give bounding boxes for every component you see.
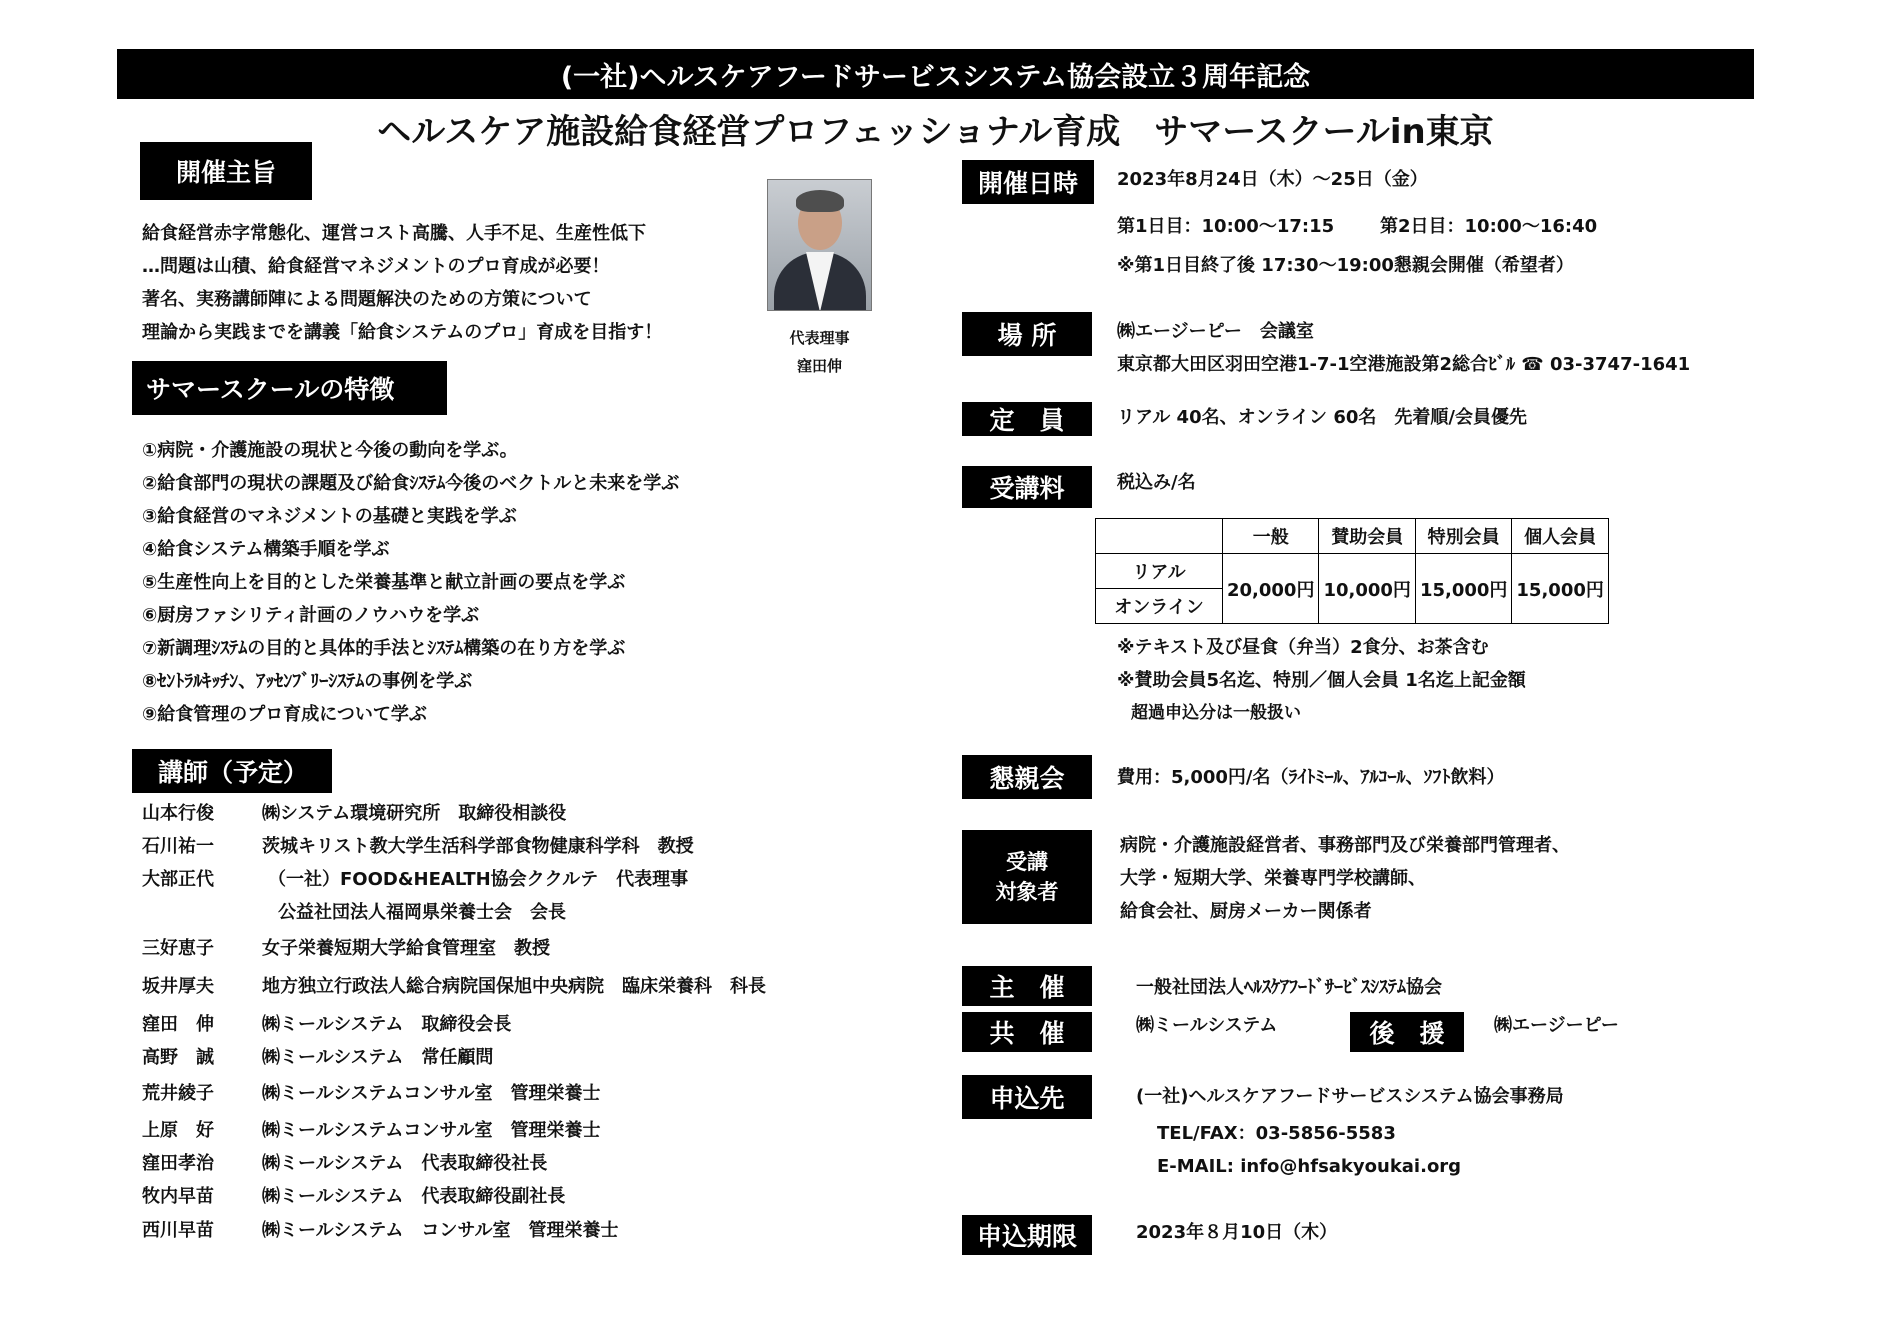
target-line: 病院・介護施設経営者、事務部門及び栄養部門管理者、 (1120, 835, 1570, 856)
lecturer-affiliation: ㈱システム環境研究所 取締役相談役 (262, 803, 567, 824)
fee-price-supporting: 10,000円 (1319, 554, 1415, 624)
organizer-text: 一般社団法人ﾍﾙｽｹｱﾌｰﾄﾞｻｰﾋﾞｽｼｽﾃﾑ協会 (1136, 977, 1442, 998)
lecturer-affiliation: （一社）FOOD&HEALTH協会ククルテ 代表理事 (268, 869, 689, 890)
cohost-text: ㈱ミールシステム (1136, 1015, 1278, 1036)
lecturer-affiliation: 女子栄養短期大学給食管理室 教授 (262, 938, 550, 959)
fee-tax-note: 税込み/名 (1117, 472, 1196, 493)
lecturer-name: 西川早苗 (142, 1220, 214, 1241)
lecturer-name: 上原 好 (142, 1120, 214, 1141)
fee-row-online: オンライン (1096, 589, 1223, 624)
feature-item: ①病院・介護施設の現状と今後の動向を学ぶ。 (142, 440, 518, 461)
feature-item: ⑨給食管理のプロ育成について学ぶ (142, 704, 427, 725)
feature-item: ⑥厨房ファシリティ計画のノウハウを学ぶ (142, 605, 480, 626)
fee-header-individual: 個人会員 (1512, 519, 1608, 554)
fee-note: 超過申込分は一般扱い (1131, 703, 1301, 723)
organizer-label: 主 催 (962, 966, 1092, 1006)
lecturer-name: 荒井綾子 (142, 1083, 214, 1104)
fee-header-general: 一般 (1223, 519, 1319, 554)
lecturer-name: 山本行俊 (142, 803, 214, 824)
apply-label: 申込先 (962, 1075, 1092, 1119)
feature-item: ⑦新調理ｼｽﾃﾑの目的と具体的手法とｼｽﾃﾑ構築の在り方を学ぶ (142, 638, 626, 659)
datetime-note: ※第1日目終了後 17:30～19:00懇親会開催（希望者） (1117, 255, 1574, 276)
party-label: 懇親会 (962, 755, 1092, 799)
lecturer-affiliation: ㈱ミールシステム コンサル室 管理栄養士 (262, 1220, 619, 1241)
lecturer-name: 石川祐一 (142, 836, 214, 857)
lecturer-name: 牧内早苗 (142, 1186, 214, 1207)
lecturer-name: 坂井厚夫 (142, 976, 214, 997)
deadline-label: 申込期限 (962, 1215, 1092, 1255)
cohost-label: 共 催 (962, 1012, 1092, 1052)
target-label-line: 対象者 (995, 880, 1059, 904)
lecturer-name: 大部正代 (142, 869, 214, 890)
lecturers-label: 講師（予定） (132, 749, 332, 793)
lecturer-affiliation: ㈱ミールシステム 取締役会長 (262, 1014, 512, 1035)
photo-name: 窪田伸 (796, 357, 842, 375)
purpose-line: 理論から実践までを講義「給食システムのプロ」育成を目指す！ (142, 322, 663, 343)
president-photo (767, 179, 872, 311)
feature-item: ⑤生産性向上を目的とした栄養基準と献立計画の要点を学ぶ (142, 572, 626, 593)
lecturer-affiliation: 地方独立行政法人総合病院国保旭中央病院 臨床栄養科 科長 (262, 976, 766, 997)
capacity-text: リアル 40名、オンライン 60名 先着順/会員優先 (1117, 407, 1527, 428)
apply-tel: TEL/FAX：03-5856-5583 (1157, 1123, 1396, 1144)
fee-table-corner (1096, 519, 1223, 554)
fee-header-special: 特別会員 (1415, 519, 1511, 554)
fee-note: ※テキスト及び昼食（弁当）2食分、お茶含む (1117, 637, 1489, 658)
lecturer-affiliation: ㈱ミールシステムコンサル室 管理栄養士 (262, 1083, 601, 1104)
page-title: ヘルスケア施設給食経営プロフェッショナル育成 サマースクールin東京 (377, 112, 1494, 152)
fee-label: 受講料 (962, 466, 1092, 508)
apply-org: (一社)ヘルスケアフードサービスシステム協会事務局 (1136, 1086, 1564, 1107)
datetime-day1: 第1日目：10:00～17:15 (1117, 216, 1335, 237)
lecturer-affiliation: 公益社団法人福岡県栄養士会 会長 (278, 902, 566, 923)
lecturer-affiliation: ㈱ミールシステム 常任顧問 (262, 1047, 494, 1068)
apply-email[interactable]: E-MAIL: info@hfsakyoukai.org (1157, 1156, 1462, 1177)
purpose-label: 開催主旨 (140, 142, 312, 200)
target-label-line: 受講 (1006, 849, 1048, 874)
feature-item: ②給食部門の現状の課題及び給食ｼｽﾃﾑ今後のベクトルと未来を学ぶ (142, 473, 680, 494)
purpose-line: 給食経営赤字常態化、運営コスト高騰、人手不足、生産性低下 (142, 223, 646, 244)
feature-item: ⑧ｾﾝﾄﾗﾙｷｯﾁﾝ、ｱｯｾﾝﾌﾞﾘｰｼｽﾃﾑの事例を学ぶ (142, 671, 473, 692)
lecturer-name: 窪田孝治 (142, 1153, 214, 1174)
lecturer-affiliation: ㈱ミールシステム 代表取締役社長 (262, 1153, 548, 1174)
photo-role: 代表理事 (789, 329, 850, 347)
lecturer-affiliation: 茨城キリスト教大学生活科学部食物健康科学科 教授 (262, 836, 694, 857)
target-line: 給食会社、厨房メーカー関係者 (1120, 901, 1372, 922)
support-label: 後 援 (1350, 1012, 1464, 1052)
fee-price-individual: 15,000円 (1512, 554, 1608, 624)
feature-item: ③給食経営のマネジメントの基礎と実践を学ぶ (142, 506, 517, 527)
purpose-line: 著名、実務講師陣による問題解決のための方策について (142, 289, 592, 310)
target-label (962, 830, 1092, 924)
venue-name: ㈱エージーピー 会議室 (1117, 321, 1314, 342)
capacity-label: 定 員 (962, 402, 1092, 436)
datetime-label: 開催日時 (962, 160, 1094, 204)
fee-price-general: 20,000円 (1223, 554, 1319, 624)
purpose-line: …問題は山積、給食経営マネジメントのプロ育成が必要！ (142, 256, 610, 277)
fee-table (1095, 518, 1609, 624)
fee-row-real: リアル (1096, 554, 1223, 589)
datetime-day2: 第2日目：10:00～16:40 (1380, 216, 1598, 237)
lecturer-affiliation: ㈱ミールシステムコンサル室 管理栄養士 (262, 1120, 601, 1141)
venue-label: 場 所 (962, 312, 1092, 356)
features-label: サマースクールの特徴 (132, 361, 447, 415)
lecturer-affiliation: ㈱ミールシステム 代表取締役副社長 (262, 1186, 566, 1207)
lecturer-name: 高野 誠 (142, 1047, 214, 1068)
fee-note: ※賛助会員5名迄、特別／個人会員 1名迄上記金額 (1117, 670, 1526, 691)
party-text: 費用：5,000円/名（ﾗｲﾄﾐｰﾙ、ｱﾙｺｰﾙ、ｿﾌﾄ飲料） (1117, 767, 1505, 788)
fee-header-supporting: 賛助会員 (1319, 519, 1415, 554)
header-banner: (一社)ヘルスケアフードサービスシステム協会設立３周年記念 (117, 49, 1754, 99)
lecturer-name: 三好恵子 (142, 938, 214, 959)
feature-item: ④給食システム構築手順を学ぶ (142, 539, 390, 560)
support-text: ㈱エージーピー (1494, 1015, 1619, 1036)
lecturer-name: 窪田 伸 (142, 1014, 214, 1035)
target-line: 大学・短期大学、栄養専門学校講師、 (1120, 868, 1426, 889)
venue-address: 東京都大田区羽田空港1-7-1空港施設第2総合ﾋﾞﾙ ☎ 03-3747-1641 (1117, 354, 1691, 375)
deadline-text: 2023年８月10日（木） (1136, 1222, 1338, 1243)
fee-price-special: 15,000円 (1415, 554, 1511, 624)
datetime-dates: 2023年8月24日（木）～25日（金） (1117, 169, 1428, 190)
